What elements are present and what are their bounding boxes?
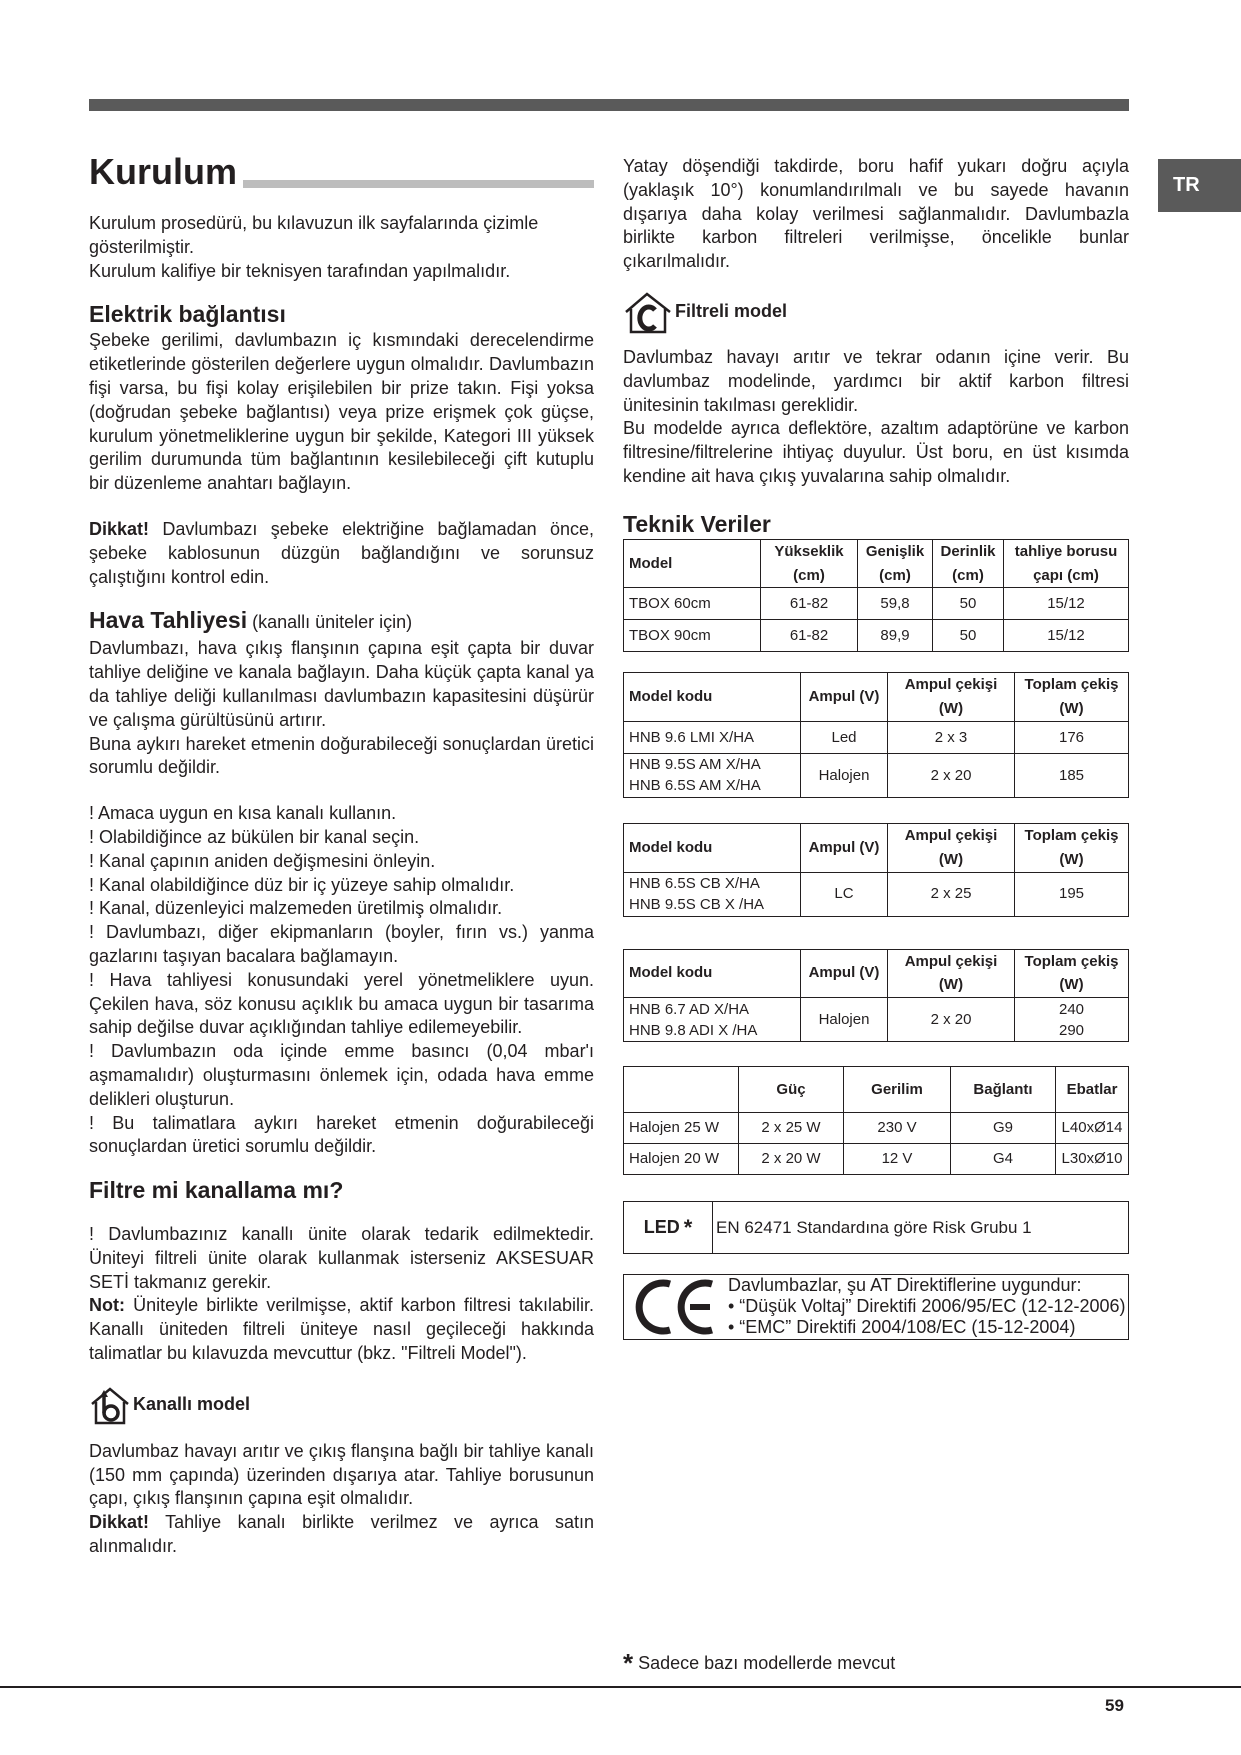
ducted-heading: Kanallı model <box>89 1384 594 1426</box>
exhaust-body-2: Buna aykırı hareket etmenin doğurabileceği sonuçlardan üretici sorumlu değildir. <box>89 733 594 778</box>
electric-body: Şebeke gerilimi, davlumbazın iç kısmındaki derecelendirme etiketlerinde gösterilen değerlere uygun olmalıdır. Davlumbazın fişi varsa, bu fişi kolay erişilebilen bir prize takın. Fişi yoksa (doğrudan şebeke bağlantısı) veya prize erişmek çok güçse, kurulum yönetmeliklerine uygun bir şekilde, Kategori III yüksek gerilim durumunda tüm bağlantının kesilebileceği çift kutuplu bir düzenleme anahtarı bağlayın. <box>89 330 594 494</box>
bullet-2: ! Olabildiğince az bükülen bir kanal seçin. <box>89 826 420 847</box>
language-tab: TR <box>1158 159 1241 212</box>
intro-2: Kurulum kalifiye bir teknisyen tarafından yapılmalıdır. <box>89 260 511 281</box>
ce-declaration-box <box>623 1274 1129 1340</box>
page-title: Kurulum <box>89 150 594 194</box>
ducted-warning: Dikkat! Tahliye kanalı birlikte verilmez ve ayrıca satın alınmalıdır. <box>89 1512 594 1557</box>
right-column <box>623 155 1129 1340</box>
filter-body: ! Davlumbazınız kanallı ünite olarak tedarik edilmektedir. Üniteyi filtreli ünite olarak kullanmak isterseniz AKSESUAR SETİ takmanız gerekir. <box>89 1224 594 1292</box>
footnote: * Sadece bazı modellerde mevcut <box>623 1648 896 1678</box>
table-header-row: Güç Gerilim Bağlantı Ebatlar <box>624 1067 1129 1113</box>
table-header-row: Model kodu Ampul (V) Ampul çekişi (W) Toplam çekiş (W) <box>624 673 1129 722</box>
ducted-mode-icon <box>89 1384 131 1426</box>
table-row: HNB 6.7 AD X/HA HNB 9.8 ADI X /HA Halojen 2 x 20 240 290 <box>624 998 1129 1042</box>
lamp-table-3 <box>623 949 1129 1043</box>
table-row: TBOX 60cm 61-82 59,8 50 15/12 <box>624 588 1129 620</box>
table-header-row: Model kodu Ampul (V) Ampul çekişi (W) Toplam çekiş (W) <box>624 949 1129 998</box>
ce-line-3: • “EMC” Direktifi 2004/108/EC (15-12-2004) <box>728 1317 1076 1338</box>
table-row: HNB 6.5S CB X/HA HNB 9.5S CB X /HA LC 2 x 25 195 <box>624 872 1129 916</box>
ce-mark-icon <box>624 1275 728 1339</box>
led-text: EN 62471 Standardına göre Risk Grubu 1 <box>716 1217 1032 1237</box>
ce-line-2: • “Düşük Voltaj” Direktifi 2006/95/EC (12-12-2006) <box>728 1296 1126 1317</box>
tech-heading: Teknik Veriler <box>623 510 771 537</box>
bullet-8: ! Davlumbazın oda içinde emme basıncı (0,04 mbar'ı aşmamalıdır) oluşturmasını önlemek için, odada hava emme delikleri oluşturun. <box>89 1041 594 1109</box>
ducted-body: Davlumbaz havayı arıtır ve çıkış flanşına bağlı bir tahliye kanalı (150 mm çapında) üzerinden dışarıya atar. Tahliye borusunun çapı, çıkış flanşının çapına eşit olmalıdır. <box>89 1440 594 1509</box>
title-rule <box>243 180 594 188</box>
bullet-9: ! Bu talimatlara aykırı hareket etmenin doğurabileceği sonuçlardan üretici sorumlu değildir. <box>89 1112 594 1157</box>
bullet-3: ! Kanal çapının aniden değişmesini önleyin. <box>89 850 436 871</box>
dimensions-table <box>623 539 1129 653</box>
intro-1: Kurulum prosedürü, bu kılavuzun ilk sayfalarında çizimle gösterilmiştir. <box>89 213 539 257</box>
bulb-spec-table <box>623 1066 1129 1175</box>
led-label: LED * <box>624 1202 713 1253</box>
filter-note: Not: Üniteyle birlikte verilmişse, aktif karbon filtresi takılabilir. Kanallı üniteden filtreli üniteye nasıl geçileceği hakkında talimatlar bu kılavuzda mevcuttur (bkz. "Filtreli Model"). <box>89 1295 594 1364</box>
page-number: 59 <box>1105 1696 1124 1715</box>
table-row: Halojen 20 W 2 x 20 W 12 V G4 L30xØ10 <box>624 1144 1129 1175</box>
led-risk-box <box>623 1201 1129 1254</box>
table-header-row: Model Yükseklik (cm) Genişlik (cm) Derinlik (cm) tahliye borusu çapı (cm) <box>624 539 1129 588</box>
bullet-7: ! Hava tahliyesi konusundaki yerel yönetmeliklere uyun. Çekilen hava, söz konusu açıklık bu amaca uygun bir tasarıma sahip değilse duvar açıklığından tahliye edilemeyebilir. <box>89 969 594 1038</box>
electric-heading: Elektrik bağlantısı <box>89 301 286 328</box>
top-bar <box>89 99 1129 111</box>
filter-heading: Filtre mi kanallama mı? <box>89 1177 344 1204</box>
ce-line-1: Davlumbazlar, şu AT Direktiflerine uygundur: <box>728 1275 1082 1296</box>
lamp-table-1 <box>623 672 1129 798</box>
bullet-4: ! Kanal olabildiğince düz bir iç yüzeye sahip olmalıdır. <box>89 874 515 895</box>
filtered-body-2: Bu modelde ayrıca deflektöre, azaltım adaptörüne ve karbon filtresine/filtrelerine ihtiyaç duyulur. Üst boru, en üst kısımda kendine ait hava çıkış yuvalarına sahip olmalıdır. <box>623 418 1129 486</box>
left-column <box>89 150 594 1559</box>
bullet-6: ! Davlumbazı, diğer ekipmanların (boyler, fırın vs.) yanma gazlarını taşıyan bacalara bağlamayın. <box>89 922 594 966</box>
exhaust-heading: Hava Tahliyesi (kanallı üniteler için) <box>89 607 413 634</box>
bullet-1: ! Amaca uygun en kısa kanalı kullanın. <box>89 803 397 824</box>
exhaust-body-1: Davlumbazı, hava çıkış flanşının çapına eşit çapta bir duvar tahliye deliğine ve kanala bağlayın. Daha küçük çapta kanal ya da tahliye deliği kullanılması davlumbazın kapasitesini düşürür ve çalışma gürültüsünü artırır. <box>89 638 594 730</box>
bullet-5: ! Kanal, düzenleyici malzemeden üretilmiş olmalıdır. <box>89 898 503 919</box>
table-row: HNB 9.5S AM X/HA HNB 6.5S AM X/HA Halojen 2 x 20 185 <box>624 753 1129 797</box>
bottom-rule <box>0 1686 1241 1688</box>
table-row: Halojen 25 W 2 x 25 W 230 V G9 L40xØ14 <box>624 1113 1129 1144</box>
table-row: HNB 9.6 LMI X/HA Led 2 x 3 176 <box>624 721 1129 753</box>
filtered-mode-icon <box>623 290 673 334</box>
filtered-heading: Filtreli model <box>623 290 1129 334</box>
table-header-row: Model kodu Ampul (V) Ampul çekişi (W) Toplam çekiş (W) <box>624 823 1129 872</box>
horizontal-text: Yatay döşendiği takdirde, boru hafif yukarı doğru açıyla (yaklaşık 10°) konumlandırılmalı ve bu sayede havanın dışarıya daha kolay verilmesi sağlanmalıdır. Davlumbazla birlikte karbon filtreleri verilmişse, öncelikle bunlar çıkarılmalıdır. <box>623 156 1129 272</box>
table-row: TBOX 90cm 61-82 89,9 50 15/12 <box>624 620 1129 652</box>
filtered-body-1: Davlumbaz havayı arıtır ve tekrar odanın içine verir. Bu davlumbaz modelinde, yardımcı bir aktif karbon filtresi ünitesinin takılması gereklidir. <box>623 346 1129 415</box>
lamp-table-2 <box>623 823 1129 917</box>
electric-warning: Dikkat! Davlumbazı şebeke elektriğine bağlamadan önce, şebeke kablosunun düzgün bağlandığını ve sorunsuz çalıştığını kontrol edin. <box>89 518 594 587</box>
